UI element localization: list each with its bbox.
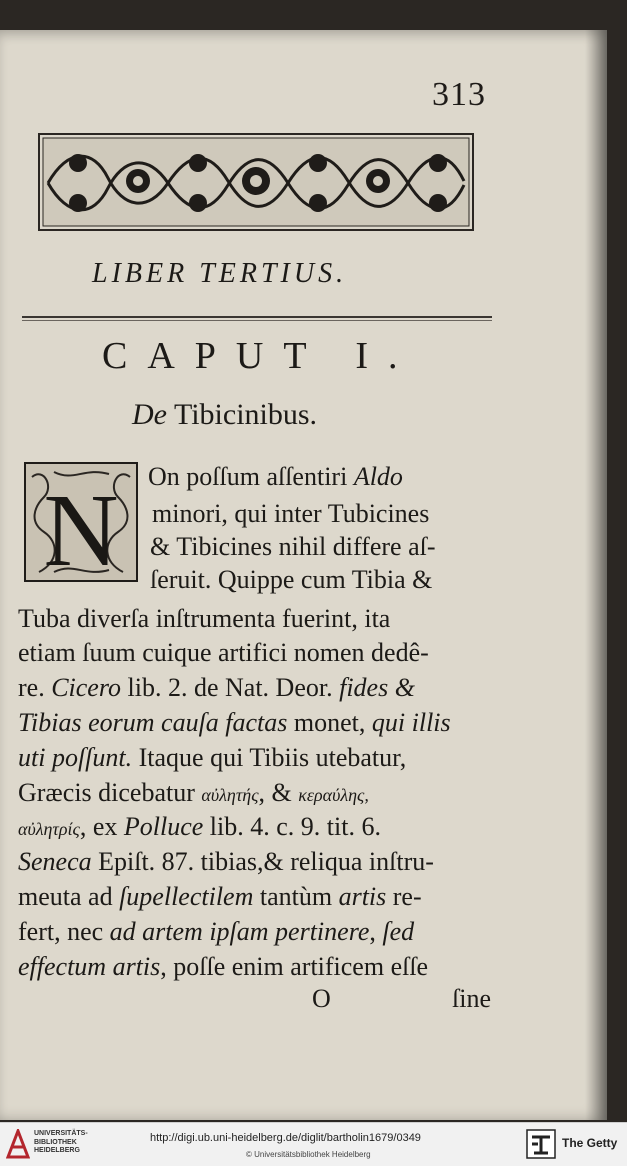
text-segment: re.	[18, 673, 52, 702]
text-segment: , &	[258, 778, 299, 807]
text-segment: , poſſe enim artificem eſſe	[160, 952, 429, 981]
copyright-notice: © Universitätsbibliothek Heidelberg	[246, 1150, 371, 1159]
permalink[interactable]: http://digi.ub.uni-heidelberg.de/diglit/bartholin1679/0349	[150, 1132, 421, 1144]
text-line	[18, 743, 406, 773]
greek-word: κεραύλης,	[298, 785, 369, 805]
text-segment: Aldo	[353, 462, 403, 491]
text-line	[18, 812, 381, 842]
text-segment: fides &	[339, 673, 415, 702]
viewer-footer	[0, 1122, 627, 1166]
university-library-name: UNIVERSITÄTS- BIBLIOTHEK HEIDELBERG	[34, 1130, 88, 1154]
text-segment: re-	[386, 882, 422, 911]
text-segment: etiam ſuum cuique artifici nomen dedê-	[18, 638, 429, 667]
page-number: 313	[432, 76, 486, 113]
text-line	[150, 565, 432, 595]
initial-letter: N	[43, 473, 119, 582]
text-segment: minori, qui inter Tubicines	[152, 499, 430, 528]
text-line	[18, 882, 422, 912]
heading-rule	[22, 316, 492, 318]
text-segment: fert, nec	[18, 917, 110, 946]
greek-word: αὐλητρίς	[18, 819, 80, 839]
text-line	[150, 532, 436, 562]
text-line	[18, 917, 414, 947]
text-segment: lib. 2. de Nat. Deor.	[121, 673, 340, 702]
text-line	[18, 604, 390, 634]
chapter-subtitle: De Tibicinibus.	[132, 398, 318, 431]
text-segment: ſupellectilem	[119, 882, 254, 911]
text-segment: ad artem ipſam pertinere	[109, 917, 370, 946]
text-segment: artis	[338, 882, 387, 911]
greek-word: αὐλητής	[201, 785, 259, 805]
spine-shadow	[585, 30, 607, 1120]
book-heading: LIBER TERTIUS.	[92, 258, 348, 289]
text-segment: meuta ad	[18, 882, 120, 911]
text-line	[18, 952, 428, 982]
text-segment: & Tibicines nihil differe aſ-	[150, 532, 436, 561]
text-segment: qui illis	[371, 708, 451, 737]
text-segment: Polluce	[123, 812, 204, 841]
text-segment: Seneca	[18, 847, 92, 876]
text-segment: lib. 4. c. 9. tit. 6.	[203, 812, 381, 841]
text-segment: uti poſſunt.	[18, 743, 133, 772]
heading-rule-thin	[22, 320, 492, 321]
text-segment: ſed	[382, 917, 415, 946]
text-line	[18, 673, 415, 703]
text-segment: monet,	[287, 708, 372, 737]
text-line	[18, 638, 429, 668]
university-library-logo-icon	[6, 1129, 30, 1159]
signature-mark: O	[312, 984, 331, 1013]
text-segment: On poſſum aſſentiri	[148, 462, 354, 491]
chapter-heading: CAPUT I.	[102, 335, 418, 377]
getty-logo-icon	[526, 1129, 556, 1159]
text-segment: Cicero	[51, 673, 122, 702]
text-line	[18, 778, 369, 808]
text-segment: Itaque qui Tibiis utebatur,	[132, 743, 407, 772]
text-line	[18, 847, 434, 877]
decorated-initial	[24, 462, 138, 582]
catchword: ſine	[452, 984, 491, 1013]
text-segment: Epiſt. 87. tibias,& reliqua inſtru-	[91, 847, 434, 876]
text-line	[152, 499, 429, 529]
text-line	[148, 462, 403, 492]
text-segment: Græcis dicebatur	[18, 778, 202, 807]
text-line	[18, 708, 451, 738]
text-segment: ſeruit. Quippe cum Tibia &	[150, 565, 433, 594]
text-segment: , ex	[79, 812, 124, 841]
text-segment: Tibias eorum cauſa factas	[18, 708, 288, 737]
text-segment: effectum artis	[18, 952, 161, 981]
text-segment: tantùm	[253, 882, 339, 911]
ornamental-headpiece	[38, 133, 474, 231]
partner-name: The Getty	[562, 1136, 618, 1150]
text-segment: Tuba diverſa inſtrumenta fuerint, ita	[18, 604, 391, 633]
text-segment: ,	[369, 917, 383, 946]
